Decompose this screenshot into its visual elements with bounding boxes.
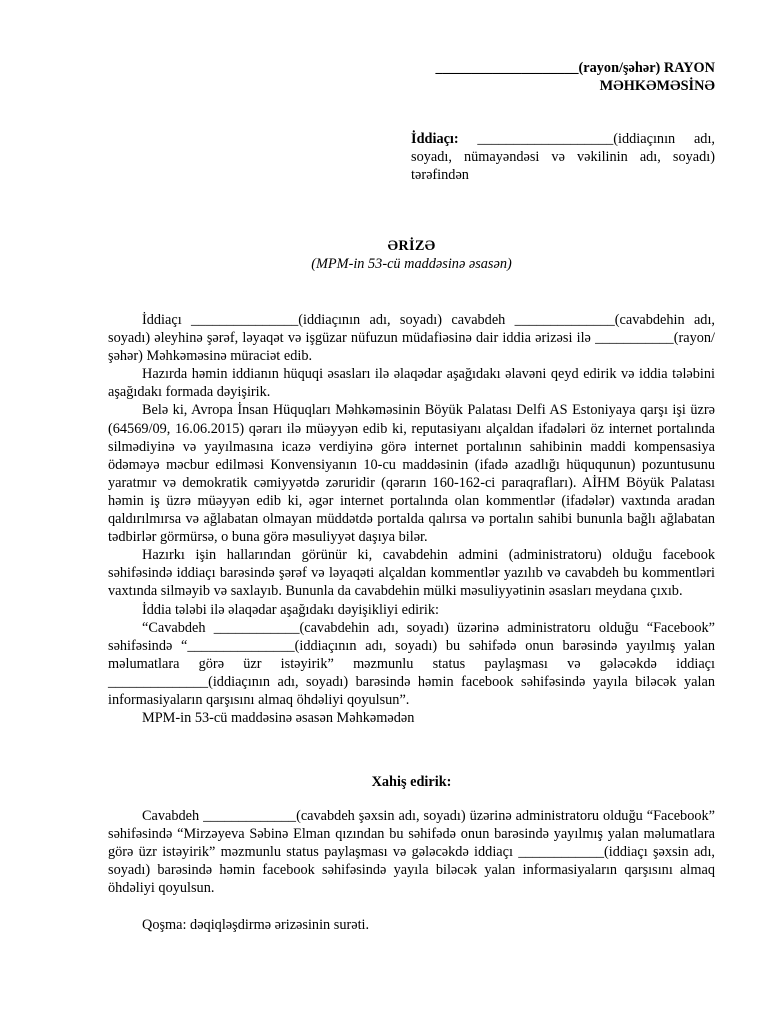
court-line-1: ____________________(rayon/şəhər) RAYON	[435, 60, 715, 76]
title-main: ƏRİZƏ	[387, 238, 436, 254]
body-paragraph: “Cavabdeh ____________(cavabdehin adı, soyadı) üzərinə administratoru olduğu “Facebook” səhifəsində “_______________(iddiaçının adı, soyadı) bu səhifədə onun barəsində yayılmış yalan məlumatlara görə üzr istəyirik” məzmunlu status paylaşması və gələcəkdə iddiaçı ______________(iddiaçının adı, soyadı) barəsində həmin facebook səhifəsində yayıla biləcək yalan informasiyaların qarşısını almaq öhdəliyi qoyulsun”.	[108, 619, 715, 708]
body-paragraph: Belə ki, Avropa İnsan Hüquqları Məhkəməsinin Böyük Palatası Delfi AS Estoniyaya qarşı işi üzrə (64569/09, 16.06.2015) qərarı ilə müəyyən edib ki, reputasiyanı alçaldan ifadələri öz internet portalında silmədiyinə və yayılmasına icazə verdiyinə görə internet portalının sahibinin maddi kompensasiya ödəməyə məcbur edilməsi Konvensiyanın 10-cu maddəsinin (ifadə azadlığı hüququnun) pozuntusunu yaratmır və demokratik cəmiyyətdə zəruridir (qərarın 160-162-ci paraqrafları). AİHM Böyük Palatası həmin iş üzrə müəyyən edib ki, əgər internet portalında olan kommentlər (ifadələr) vaxtında aradan qaldırılmırsa və ağlabatan olmayan müddətdə portalda qalırsa və portalın sahibi bununla bağlı ağlabatan tədbirlər görmürsə, o buna görə məsuliyyət daşıya bilər.	[108, 402, 715, 546]
request-heading: Xahiş edirik:	[371, 774, 452, 790]
attachment-note: Qoşma: dəqiqləşdirmə ərizəsinin surəti.	[142, 917, 370, 933]
claimant-label: İddiaçı:	[411, 131, 459, 147]
claimant-text: ___________________(iddiaçının adı, soyadı, nümayəndəsi və vəkilinin adı, soyadı) tərəfindən	[411, 131, 715, 184]
title-subtitle: (MPM-in 53-cü maddəsinə əsasən)	[311, 256, 512, 273]
request-text: Cavabdeh _____________(cavabdeh şəxsin adı, soyadı) üzərinə administratoru olduğu “Facebook” səhifəsində “Mirzəyeva Səbinə Elman qızından bu səhifədə onun barəsində yayılmış yalan məlumatlara görə üzr istəyirik” məzmunlu status paylaşması və gələcəkdə iddiaçı ____________(iddiaçı şəxsin adı, soyadı) barəsində həmin facebook səhifəsində yayıla biləcək yalan informasiyaların qarşısını almaq öhdəliyi qoyulsun.	[108, 808, 715, 897]
document-body	[108, 311, 715, 727]
document-title	[108, 237, 715, 273]
claimant-block	[411, 130, 715, 184]
body-paragraph: MPM-in 53-cü maddəsinə əsasən Məhkəmədən	[142, 710, 415, 727]
request-block	[108, 807, 715, 897]
court-line-2: MƏHKƏMƏSİNƏ	[599, 78, 715, 95]
body-paragraph: İddia tələbi ilə əlaqədar aşağıdakı dəyişikliyi edirik:	[142, 601, 439, 618]
body-paragraph: Hazırkı işin hallarından görünür ki, cavabdehin admini (administratoru) olduğu facebook səhifəsində iddiaçı barəsində şərəf və ləyaqəti alçaldan kommentlər yazılıb və cavabdeh bu kommentləri vaxtında silməyib və saxlayıb. Bununla da cavabdehin mülki məsuliyyətinin əsasları meydana çıxıb.	[108, 547, 715, 600]
body-paragraph: İddiaçı _______________(iddiaçının adı, soyadı) cavabdeh ______________(cavabdehin adı, soyadı) əleyhinə şərəf, ləyaqət və işgüzar nüfuzun müdafiəsinə dair iddia ərizəsi ilə ___________(rayon/şəhər) Məhkəməsinə müraciət edib.	[108, 312, 715, 365]
court-addressee	[436, 59, 715, 95]
body-paragraph: Hazırda həmin iddianın hüquqi əsasları ilə əlaqədar aşağıdakı əlavəni qeyd edirik və iddia tələbini aşağıdakı formada dəyişirik.	[108, 366, 715, 401]
